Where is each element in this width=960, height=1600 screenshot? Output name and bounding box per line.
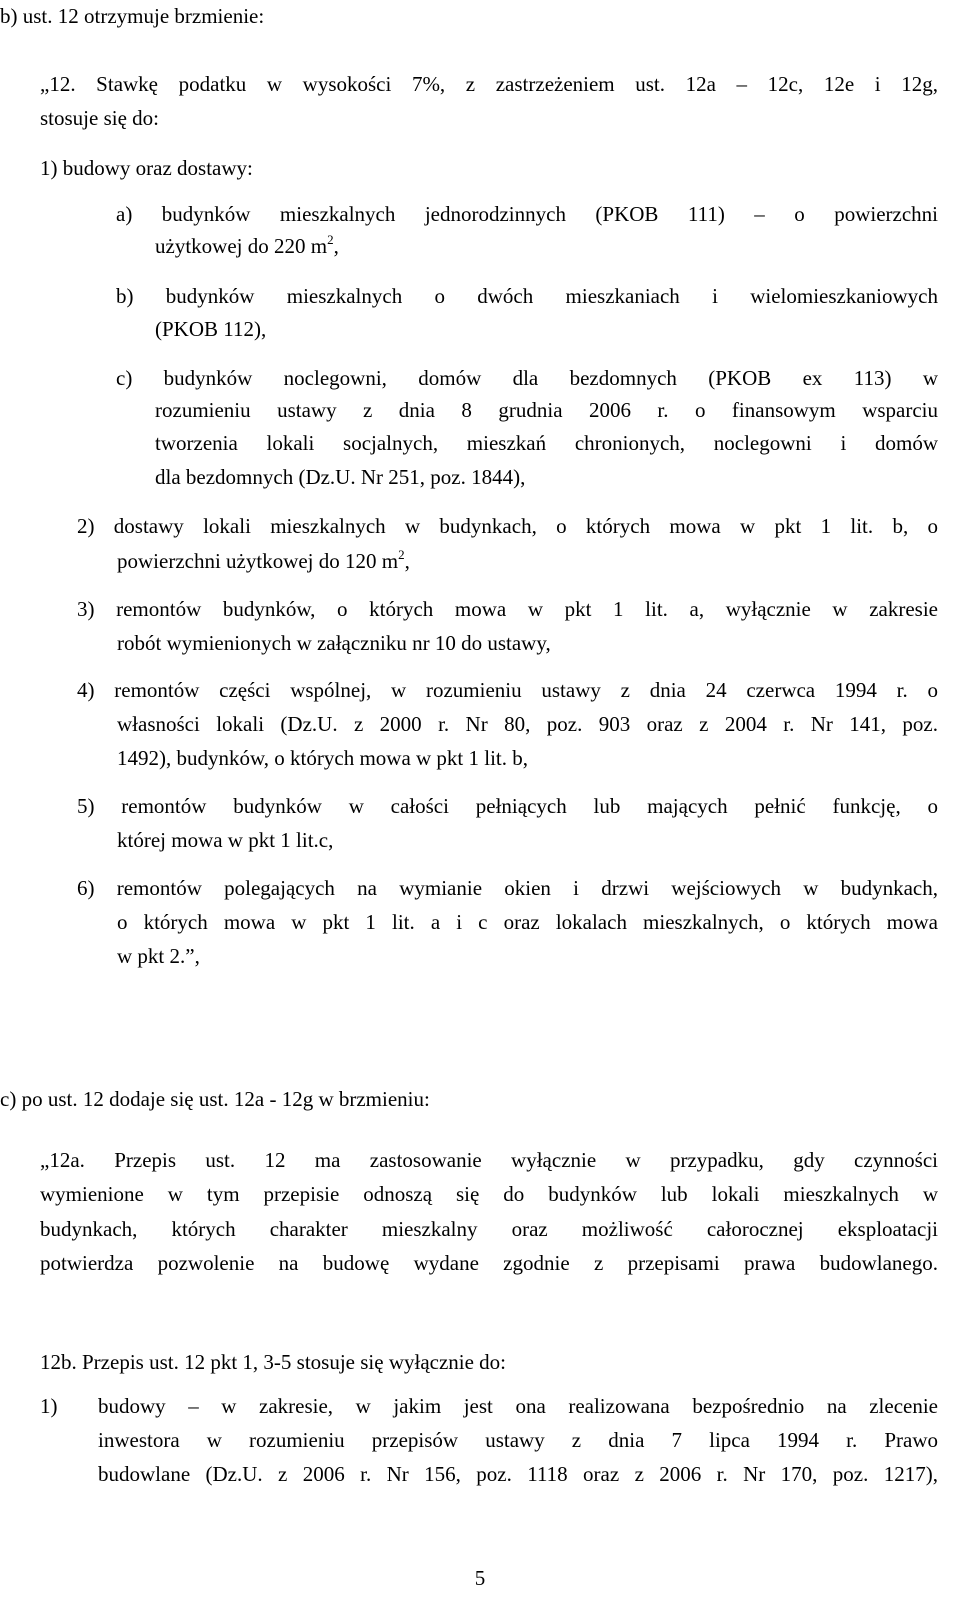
paragraph-12b-item-1-line-3: budowlane (Dz.U. z 2006 r. Nr 156, poz. 1118 oraz z 2006 r. Nr 170, poz. 1217),	[98, 1462, 938, 1486]
superscript-2: 2	[398, 547, 405, 562]
paragraph-12a-line-3: budynkach, których charakter mieszkalny oraz możliwość całorocznej eksploatacji	[40, 1217, 938, 1241]
item-6-line-2: o których mowa w pkt 1 lit. a i c oraz lokalach mieszkalnych, o których mowa	[117, 910, 938, 934]
item-6-line-1: 6) remontów polegających na wymianie okien i drzwi wejściowych w budynkach,	[77, 876, 938, 900]
item-2-line-1: 2) dostawy lokali mieszkalnych w budynkach, o których mowa w pkt 1 lit. b, o	[77, 514, 938, 538]
quote-line-1: „12. Stawkę podatku w wysokości 7%, z zastrzeżeniem ust. 12a – 12c, 12e i 12g,	[40, 72, 938, 96]
item-3-line-2: robót wymienionych w załączniku nr 10 do ustawy,	[117, 631, 551, 655]
paragraph-12b-item-1-line-1: budowy – w zakresie, w jakim jest ona realizowana bezpośrednio na zlecenie	[98, 1394, 938, 1418]
item-4-line-2: własności lokali (Dz.U. z 2000 r. Nr 80, poz. 903 oraz z 2004 r. Nr 141, poz.	[117, 712, 938, 736]
item-1c-line-1: c) budynków noclegowni, domów dla bezdomnych (PKOB ex 113) w	[116, 366, 938, 390]
page-number: 5	[474, 1566, 486, 1590]
paragraph-12a-line-4: potwierdza pozwolenie na budowę wydane zgodnie z przepisami prawa budowlanego.	[40, 1251, 938, 1275]
item-1-intro: 1) budowy oraz dostawy:	[40, 156, 253, 180]
item-1a-line-2: użytkowej do 220 $m^2$,	[155, 232, 339, 258]
item-4-line-3: 1492), budynków, o których mowa w pkt 1 lit. b,	[117, 746, 529, 770]
item-1b-line-1: b) budynków mieszkalnych o dwóch mieszkaniach i wielomieszkaniowych	[116, 284, 938, 308]
item-1a-line-1: a) budynków mieszkalnych jednorodzinnych (PKOB 111) – o powierzchni	[116, 202, 938, 226]
item-1c-line-3: tworzenia lokali socjalnych, mieszkań chronionych, noclegowni i domów	[155, 431, 938, 455]
item-2-line-2: powierzchni użytkowej do 120 $m^2$,	[117, 547, 410, 573]
item-1b-line-2: (PKOB 112),	[155, 317, 267, 341]
quote-line-2: stosuje się do:	[40, 106, 159, 130]
item-3-line-1: 3) remontów budynków, o których mowa w pkt 1 lit. a, wyłącznie w zakresie	[77, 597, 938, 621]
item-6-line-3: w pkt 2.”,	[117, 944, 200, 968]
item-5-line-1: 5) remontów budynków w całości pełniących lub mających pełnić funkcję, o	[77, 794, 938, 818]
paragraph-12b-item-1-line-2: inwestora w rozumieniu przepisów ustawy z dnia 7 lipca 1994 r. Prawo	[98, 1428, 938, 1452]
item-1c-line-2: rozumieniu ustawy z dnia 8 grudnia 2006 r. o finansowym wsparciu	[155, 398, 938, 422]
paragraph-12a-line-1: „12a. Przepis ust. 12 ma zastosowanie wyłącznie w przypadku, gdy czynności	[40, 1148, 938, 1172]
superscript-2: 2	[327, 232, 334, 247]
section-c-heading: c) po ust. 12 dodaje się ust. 12a - 12g w brzmieniu:	[0, 1087, 430, 1111]
section-b-heading: b) ust. 12 otrzymuje brzmienie:	[0, 4, 265, 28]
paragraph-12a-line-2: wymienione w tym przepisie odnoszą się do budynków lub lokali mieszkalnych w	[40, 1182, 938, 1206]
item-5-line-2: której mowa w pkt 1 lit.c,	[117, 828, 334, 852]
paragraph-12b-intro: 12b. Przepis ust. 12 pkt 1, 3-5 stosuje się wyłącznie do:	[40, 1350, 507, 1374]
paragraph-12b-item-1-number: 1)	[40, 1394, 58, 1418]
item-1c-line-4: dla bezdomnych (Dz.U. Nr 251, poz. 1844),	[155, 465, 526, 489]
item-4-line-1: 4) remontów części wspólnej, w rozumieniu ustawy z dnia 24 czerwca 1994 r. o	[77, 678, 938, 702]
